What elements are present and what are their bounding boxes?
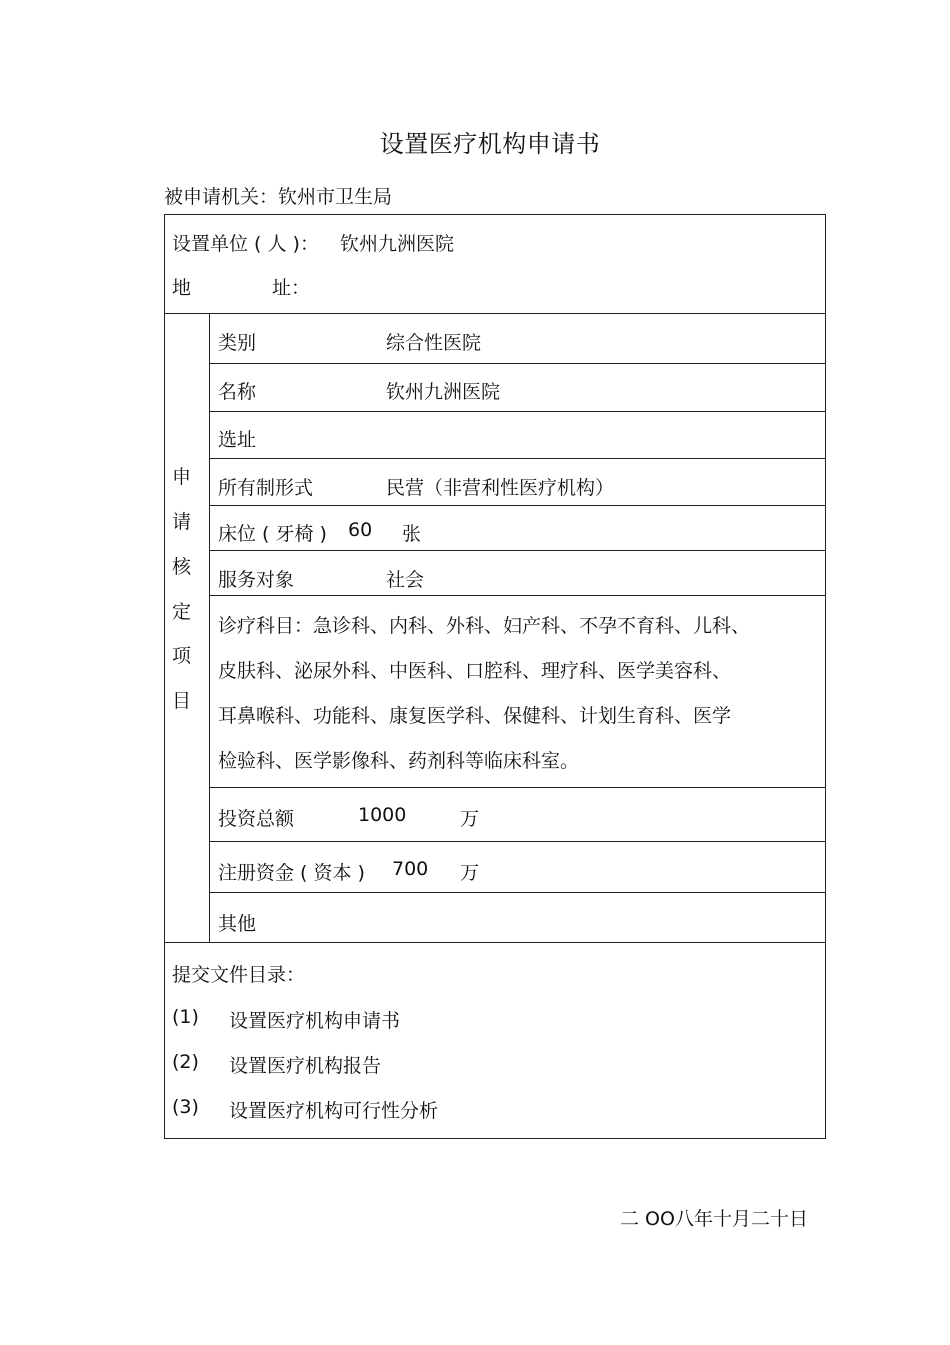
unit-value: 钦州九洲医院 xyxy=(340,233,455,255)
capital-value: 700 xyxy=(392,858,429,880)
document-number: (1) xyxy=(172,1006,199,1028)
category-value: 综合性医院 xyxy=(386,332,482,354)
row-divider xyxy=(209,550,826,551)
row-divider xyxy=(209,595,826,596)
other-label: 其他 xyxy=(218,913,257,935)
documents-heading: 提交文件目录： xyxy=(172,964,306,986)
document-number: (3) xyxy=(172,1096,199,1118)
departments-line: 诊疗科目：急诊科、内科、外科、妇产科、不孕不育科、儿科、 xyxy=(218,615,751,637)
row-divider xyxy=(164,942,826,943)
name-label: 名称 xyxy=(218,381,257,403)
row-divider xyxy=(209,363,826,364)
row-divider xyxy=(209,411,826,412)
name-value: 钦州九洲医院 xyxy=(386,381,501,403)
beds-label: 床位 ( 牙椅 ) xyxy=(218,523,327,545)
site-label: 选址 xyxy=(218,429,257,451)
capital-label: 注册资金 ( 资本 ) xyxy=(218,862,365,884)
document-item: 设置医疗机构可行性分析 xyxy=(229,1100,439,1122)
beds-unit: 张 xyxy=(402,523,422,545)
beds-value: 60 xyxy=(348,519,373,541)
row-divider xyxy=(209,505,826,506)
side-label-char: 定 xyxy=(172,601,192,623)
side-label-char: 申 xyxy=(172,466,192,488)
service-label: 服务对象 xyxy=(218,569,295,591)
side-label-char: 核 xyxy=(172,556,192,578)
column-divider xyxy=(209,313,210,942)
investment-label: 投资总额 xyxy=(218,808,295,830)
category-label: 类别 xyxy=(218,332,257,354)
document-item: 设置医疗机构申请书 xyxy=(229,1010,401,1032)
ownership-value: 民营（非营利性医疗机构） xyxy=(386,477,615,499)
side-label-char: 请 xyxy=(172,511,192,533)
investment-unit: 万 xyxy=(460,808,480,830)
row-divider xyxy=(209,841,826,842)
document-item: 设置医疗机构报告 xyxy=(229,1055,382,1077)
departments-line: 皮肤科、泌尿外科、中医科、口腔科、理疗科、医学美容科、 xyxy=(218,660,732,682)
departments-line: 耳鼻喉科、功能科、康复医学科、保健科、计划生育科、医学 xyxy=(218,705,732,727)
row-divider xyxy=(209,892,826,893)
side-label-char: 目 xyxy=(172,690,192,712)
service-value: 社会 xyxy=(386,569,425,591)
page-title: 设置医疗机构申请书 xyxy=(379,130,601,158)
row-divider xyxy=(209,458,826,459)
ownership-label: 所有制形式 xyxy=(218,477,314,499)
investment-value: 1000 xyxy=(358,804,407,826)
unit-label: 设置单位 ( 人 )： xyxy=(172,233,319,255)
row-divider xyxy=(164,313,826,314)
capital-unit: 万 xyxy=(460,862,480,884)
applicant-org: 被申请机关：钦州市卫生局 xyxy=(164,186,393,208)
side-label-char: 项 xyxy=(172,645,192,667)
departments-line: 检验科、医学影像科、药剂科等临床科室。 xyxy=(218,750,580,772)
row-divider xyxy=(209,787,826,788)
document-number: (2) xyxy=(172,1051,199,1073)
document-date: 二 OO八年十月二十日 xyxy=(620,1208,808,1230)
address-label-start: 地 xyxy=(172,277,192,299)
address-label-end: 址： xyxy=(272,277,311,299)
